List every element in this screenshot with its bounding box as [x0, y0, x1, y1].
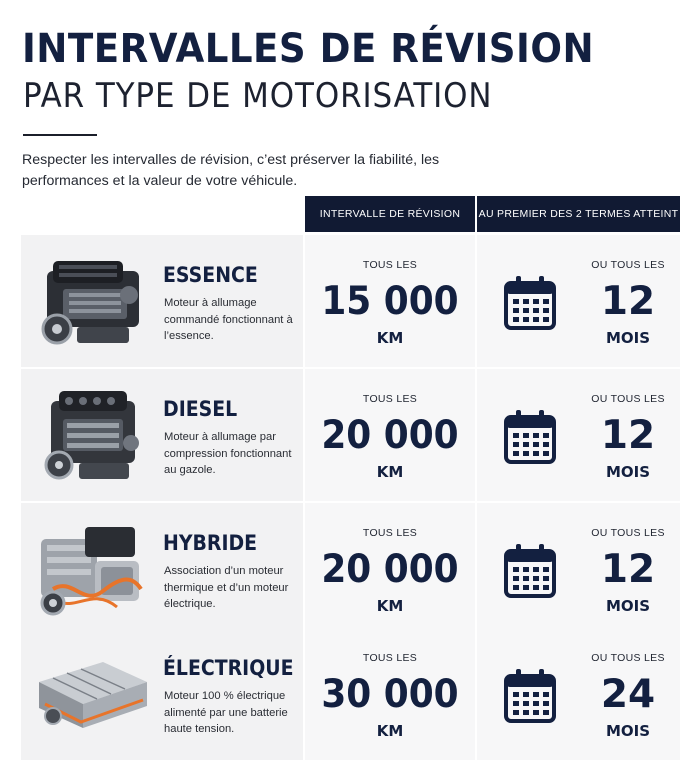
time-label: OU TOUS LES: [591, 259, 665, 271]
engine-type-name: ESSENCE: [163, 263, 258, 287]
mileage-interval-cell: [305, 369, 475, 501]
electric-battery-icon: [33, 642, 153, 746]
mileage-interval-cell: [305, 503, 475, 635]
engine-type-description: Moteur à allumage par compression fonctionnant au gazole.: [164, 431, 292, 476]
table-row-electrique: [21, 628, 680, 760]
time-label: OU TOUS LES: [591, 652, 665, 664]
table-row-hybride: [21, 503, 680, 635]
time-unit: MOIS: [605, 722, 651, 740]
interval-label: TOUS LES: [362, 393, 418, 405]
page-subtitle: PAR TYPE DE MOTORISATION: [23, 76, 493, 116]
mileage-interval-cell: [305, 628, 475, 760]
calendar-icon: [503, 668, 557, 724]
interval-label: TOUS LES: [362, 527, 418, 539]
engine-type-cell: [21, 628, 303, 760]
engine-type-name: ÉLECTRIQUE: [163, 656, 294, 680]
intro-text: Respecter les intervalles de révision, c’est préserver la fiabilité, les performances et la valeur de votre véhicule.: [22, 152, 440, 189]
engine-type-cell: [21, 235, 303, 367]
time-value: 12: [600, 547, 656, 592]
engine-type-description: Association d’un moteur thermique et d’un moteur électrique.: [164, 565, 289, 610]
engine-type-name: HYBRIDE: [163, 531, 258, 555]
engine-type-description: Moteur 100 % électrique alimenté par une batterie haute tension.: [164, 690, 288, 735]
time-interval-cell: [477, 503, 680, 635]
time-unit: MOIS: [605, 597, 651, 615]
engine-type-cell: [21, 369, 303, 501]
time-interval-cell: [477, 628, 680, 760]
time-unit: MOIS: [605, 329, 651, 347]
time-value: 12: [600, 413, 656, 458]
hybrid-engine-icon: [33, 517, 153, 621]
time-unit: MOIS: [605, 463, 651, 481]
interval-unit: KM: [376, 722, 404, 740]
time-label: OU TOUS LES: [591, 527, 665, 539]
interval-label: TOUS LES: [362, 652, 418, 664]
interval-unit: KM: [376, 463, 404, 481]
time-interval-cell: [477, 235, 680, 367]
interval-value: 15 000: [321, 279, 459, 324]
calendar-icon: [503, 275, 557, 331]
title-divider: [23, 134, 97, 136]
engine-type-cell: [21, 503, 303, 635]
time-interval-cell: [477, 369, 680, 501]
column-header-first-term: AU PREMIER DES 2 TERMES ATTEINT: [477, 196, 680, 232]
time-value: 24: [600, 672, 656, 717]
engine-type-description: Moteur à allumage commandé fonctionnant à l’essence.: [164, 297, 293, 342]
table-row-diesel: [21, 369, 680, 501]
interval-value: 20 000: [321, 413, 459, 458]
calendar-icon: [503, 543, 557, 599]
interval-value: 20 000: [321, 547, 459, 592]
time-value: 12: [600, 279, 656, 324]
interval-unit: KM: [376, 597, 404, 615]
time-label: OU TOUS LES: [591, 393, 665, 405]
mileage-interval-cell: [305, 235, 475, 367]
page-title: INTERVALLES DE RÉVISION: [22, 26, 595, 72]
table-row-essence: [21, 235, 680, 367]
interval-label: TOUS LES: [362, 259, 418, 271]
gasoline-engine-icon: [33, 249, 153, 353]
diesel-engine-icon: [33, 383, 153, 487]
calendar-icon: [503, 409, 557, 465]
engine-type-name: DIESEL: [163, 397, 238, 421]
interval-unit: KM: [376, 329, 404, 347]
interval-value: 30 000: [321, 672, 459, 717]
column-header-interval: INTERVALLE DE RÉVISION: [305, 196, 475, 232]
